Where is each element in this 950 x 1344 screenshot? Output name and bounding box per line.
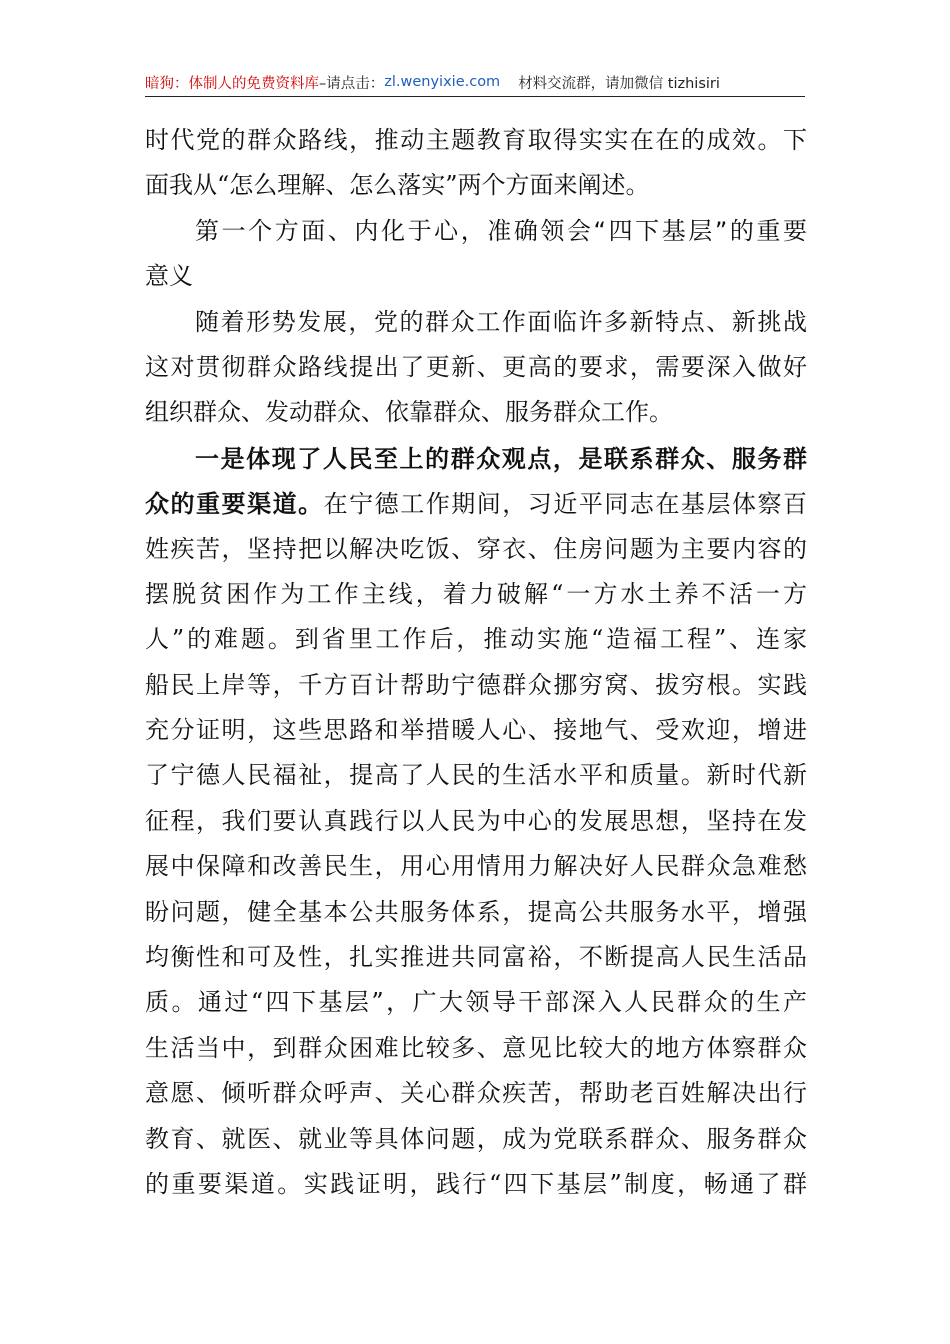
header-url-link[interactable]: zl.wenyixie.com: [384, 74, 501, 90]
text-run: 在宁德工作期间，习近平同志在基层体察百: [323, 490, 807, 519]
bold-lead-text: 众的重要渠道。: [145, 489, 324, 519]
text-line: 人”的难题。到省里工作后，推动实施“造福工程”、连家: [145, 625, 807, 654]
page-header: [145, 68, 805, 96]
text-line: 组织群众、发动群众、依靠群众、服务群众工作。: [145, 398, 673, 427]
text-line: 摆脱贫困作为工作主线，着力破解“一方水土养不活一方: [145, 579, 807, 608]
section-heading: 意义: [145, 262, 193, 291]
text-line: 这对贯彻群众路线提出了更新、更高的要求，需要深入做好: [145, 352, 807, 381]
header-brand: 暗狗：体制人的免费资料库: [145, 75, 319, 92]
text-line: 盼问题，健全基本公共服务体系，提高公共服务水平，增强: [145, 897, 807, 926]
text-line: 姓疾苦，坚持把以解决吃饭、穿衣、住房问题为主要内容的: [145, 534, 807, 563]
text-line: 质。通过“四下基层”，广大领导干部深入人民群众的生产: [145, 988, 807, 1017]
text-line: 生活当中，到群众困难比较多、意见比较大的地方体察群众: [145, 1033, 807, 1062]
text-line: 充分证明，这些思路和举措暖人心、接地气、受欢迎，增进: [145, 716, 807, 745]
bold-lead-text: 一是体现了人民至上的群众观点，是联系群众、服务群: [195, 443, 807, 473]
text-line: 面我从“怎么理解、怎么落实”两个方面来阐述。: [145, 171, 650, 200]
header-note: 材料交流群，请加微信 tizhisiri: [518, 75, 720, 92]
header-cue: –请点击：: [319, 75, 385, 92]
document-body: [145, 118, 807, 1207]
text-line: 展中保障和改善民生，用心用情用力解决好人民群众急难愁: [145, 852, 807, 881]
bold-lead-line: [145, 436, 807, 481]
text-line: 时代党的群众路线，推动主题教育取得实实在在的成效。下: [145, 126, 807, 154]
text-line: 均衡性和可及性，扎实推进共同富裕，不断提高人民生活品: [145, 943, 807, 972]
section-heading: 第一个方面、内化于心，准确领会“四下基层”的重要: [195, 216, 807, 245]
mixed-line: [145, 481, 807, 526]
header-divider: [145, 96, 805, 97]
text-line: 船民上岸等，千方百计帮助宁德群众挪穷窝、拔穷根。实践: [145, 670, 807, 699]
text-line: 教育、就医、就业等具体问题，成为党联系群众、服务群众: [145, 1124, 807, 1153]
text-line: 了宁德人民福祉，提高了人民的生活水平和质量。新时代新: [145, 761, 807, 790]
text-line: 随着形势发展，党的群众工作面临许多新特点、新挑战: [195, 307, 807, 336]
text-line: 征程，我们要认真践行以人民为中心的发展思想，坚持在发: [145, 806, 807, 835]
text-line: 的重要渠道。实践证明，践行“四下基层”制度，畅通了群: [145, 1169, 807, 1198]
text-line: 意愿、倾听群众呼声、关心群众疾苦，帮助老百姓解决出行: [145, 1079, 807, 1108]
